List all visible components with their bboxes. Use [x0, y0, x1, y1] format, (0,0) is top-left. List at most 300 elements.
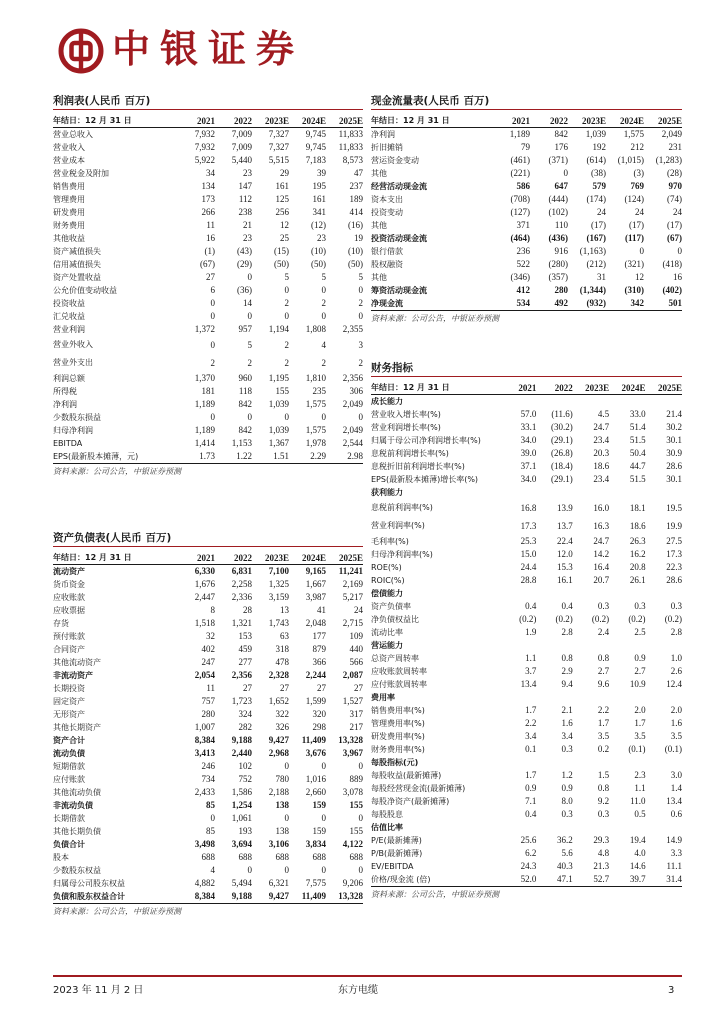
- row-value: 9,427: [268, 891, 289, 901]
- row-value: 13: [280, 605, 289, 615]
- row-value: 2,440: [231, 748, 252, 758]
- row-value: 0: [358, 412, 363, 422]
- row-value: 13,328: [338, 735, 363, 745]
- row-value: (0.2): [555, 614, 573, 624]
- row-value: 8: [210, 605, 215, 615]
- row-value: 1,599: [305, 696, 326, 706]
- row-value: 12: [635, 272, 644, 282]
- row-value: 28.6: [666, 461, 682, 471]
- table-row: [371, 873, 682, 886]
- row-value: 256: [275, 207, 289, 217]
- row-label: 无形资产: [53, 710, 85, 719]
- row-value: 2,049: [342, 399, 363, 409]
- row-value: (36): [237, 285, 252, 295]
- row-value: 1,367: [268, 438, 289, 448]
- row-value: 5,494: [231, 878, 252, 888]
- row-value: 20.7: [593, 575, 610, 585]
- row-value: (102): [548, 207, 568, 217]
- row-label: 净负债权益比: [371, 615, 419, 624]
- row-value: 12: [280, 220, 289, 230]
- row-value: 492: [554, 298, 568, 308]
- row-value: 0.4: [561, 601, 573, 611]
- table-row: [53, 799, 363, 812]
- row-value: 1,370: [194, 373, 215, 383]
- table-row: [53, 591, 363, 604]
- table-row: [53, 271, 363, 284]
- row-value: 1,743: [268, 618, 289, 628]
- row-label: 少数股东损益: [53, 413, 101, 422]
- row-value: 579: [592, 181, 606, 191]
- table-row: [53, 890, 363, 903]
- row-value: 0: [247, 272, 252, 282]
- row-label: 应收账款: [53, 593, 85, 602]
- row-value: 212: [630, 142, 644, 152]
- row-value: 102: [238, 761, 252, 771]
- table-row: [53, 747, 363, 760]
- row-value: [500, 587, 536, 600]
- row-value: (50): [311, 259, 326, 269]
- row-value: 27: [317, 683, 326, 693]
- row-value: 0.3: [597, 809, 610, 819]
- row-value: 11: [206, 683, 215, 693]
- row-value: 2: [284, 358, 289, 368]
- row-label: 投资变动: [371, 208, 403, 217]
- row-value: 879: [312, 644, 326, 654]
- row-value: 155: [349, 826, 363, 836]
- row-value: 2.2: [597, 705, 610, 715]
- table-row: [371, 847, 682, 860]
- row-value: [609, 639, 645, 652]
- header-year: 2024E: [301, 553, 326, 563]
- row-value: 1,194: [268, 324, 289, 334]
- row-label: 流动比率: [371, 628, 403, 637]
- row-value: 14.6: [629, 861, 646, 871]
- row-label: 营业成本: [53, 156, 85, 165]
- row-value: 246: [201, 761, 215, 771]
- table-row: [53, 232, 363, 245]
- row-value: 5: [321, 272, 326, 282]
- row-value: 1,652: [268, 696, 289, 706]
- row-label: 资本支出: [371, 195, 403, 204]
- row-value: 2,049: [661, 129, 682, 139]
- row-label: 短期借款: [53, 762, 85, 771]
- row-value: [500, 395, 536, 408]
- row-value: 27.5: [666, 536, 682, 546]
- row-value: 2: [321, 298, 326, 308]
- row-value: 2: [284, 298, 289, 308]
- table-row: [371, 613, 682, 626]
- row-label: 非流动资产: [53, 671, 93, 680]
- row-value: 4,882: [194, 878, 215, 888]
- row-value: 1.0: [670, 653, 682, 663]
- row-value: (280): [548, 259, 568, 269]
- row-value: 2,544: [342, 438, 363, 448]
- row-value: 326: [275, 722, 289, 732]
- row-value: [536, 691, 572, 704]
- row-value: (43): [237, 246, 252, 256]
- row-value: 147: [238, 181, 252, 191]
- row-value: [573, 395, 609, 408]
- row-value: 28.6: [666, 575, 682, 585]
- row-value: 153: [238, 631, 252, 641]
- row-value: 24: [354, 605, 363, 615]
- header-label: 年结日：12 月 31 日: [53, 116, 132, 125]
- row-value: [573, 821, 609, 834]
- row-label: 流动资产: [53, 567, 85, 576]
- row-value: (26.8): [551, 448, 573, 458]
- row-value: 341: [312, 207, 326, 217]
- row-value: 0: [358, 311, 363, 321]
- row-value: [500, 756, 536, 769]
- row-value: (18.4): [551, 461, 573, 471]
- header-year: 2025E: [657, 116, 682, 126]
- row-label: 利润总额: [53, 374, 85, 383]
- header-year: 2021: [197, 116, 215, 126]
- row-label: 归属母公司股东权益: [53, 879, 125, 888]
- row-value: 0: [358, 865, 363, 875]
- row-label: 应付账款周转率: [371, 680, 427, 689]
- row-value: 13,328: [338, 891, 363, 901]
- row-value: 236: [516, 246, 530, 256]
- row-value: (16): [348, 220, 363, 230]
- row-value: 15.0: [520, 549, 537, 559]
- row-value: 2.1: [561, 705, 573, 715]
- row-value: 320: [312, 709, 326, 719]
- row-value: (67): [667, 233, 682, 243]
- row-value: 2,660: [305, 787, 326, 797]
- row-label: 总资产周转率: [371, 654, 419, 663]
- table-row: [371, 408, 682, 421]
- income-statement: [53, 92, 363, 479]
- row-value: 2.2: [525, 718, 537, 728]
- row-value: (402): [662, 285, 682, 295]
- table-row: [371, 258, 682, 271]
- balance-table-header: [53, 551, 363, 565]
- table-row: [53, 773, 363, 786]
- row-value: 1,414: [194, 438, 215, 448]
- table-row: [53, 424, 363, 437]
- header-year: 2024E: [301, 116, 326, 126]
- row-value: 4.0: [634, 848, 646, 858]
- row-label: 每股经营现金流(最新摊薄): [371, 784, 466, 793]
- row-value: 26.3: [629, 536, 646, 546]
- row-value: (444): [548, 194, 568, 204]
- section-row: [371, 691, 682, 704]
- table-row: [371, 167, 682, 180]
- row-value: 10.9: [629, 679, 646, 689]
- row-label: 管理费用率(%): [371, 719, 425, 728]
- row-value: 0: [210, 340, 215, 350]
- row-value: 27: [206, 272, 215, 282]
- table-row: [371, 782, 682, 795]
- row-value: 31.4: [666, 874, 682, 884]
- row-value: 566: [349, 657, 363, 667]
- row-value: 8.0: [561, 796, 573, 806]
- row-value: 2,355: [342, 324, 363, 334]
- row-value: 29.3: [593, 835, 610, 845]
- row-value: 1,061: [231, 813, 252, 823]
- row-label: 营业收入: [53, 143, 85, 152]
- row-value: 23.4: [593, 435, 610, 445]
- row-value: 2: [321, 358, 326, 368]
- row-value: 0.1: [525, 744, 537, 754]
- row-value: 189: [349, 194, 363, 204]
- row-value: (17): [591, 220, 606, 230]
- row-label: 营业利润率(%): [371, 521, 425, 530]
- row-value: 2: [210, 358, 215, 368]
- row-value: 2,447: [194, 592, 215, 602]
- row-value: 769: [630, 181, 644, 191]
- row-value: 7,183: [305, 155, 326, 165]
- row-value: [646, 486, 682, 499]
- row-value: 29: [280, 168, 289, 178]
- row-value: 2.7: [634, 666, 646, 676]
- row-value: 2,048: [305, 618, 326, 628]
- row-label: 固定资产: [53, 697, 85, 706]
- row-value: 0: [284, 412, 289, 422]
- row-value: 1,667: [305, 579, 326, 589]
- row-value: 0.9: [525, 783, 537, 793]
- row-value: 20.3: [593, 448, 610, 458]
- row-value: 41: [317, 605, 326, 615]
- ratios-table-header: [371, 381, 682, 395]
- row-value: 0: [321, 813, 326, 823]
- row-label: 毛利率(%): [371, 537, 409, 546]
- row-value: 1.7: [525, 705, 537, 715]
- row-value: 7,009: [231, 129, 252, 139]
- table-row: [53, 167, 363, 180]
- table-row: [371, 271, 682, 284]
- row-label: 公允价值变动收益: [53, 286, 117, 295]
- row-value: (17): [629, 220, 644, 230]
- table-row: [371, 460, 682, 473]
- table-row: [371, 717, 682, 730]
- row-value: 1.1: [525, 653, 537, 663]
- row-value: (17): [667, 220, 682, 230]
- row-value: 1.2: [561, 770, 573, 780]
- row-value: 3.5: [670, 731, 682, 741]
- row-value: 757: [201, 696, 215, 706]
- row-value: 688: [238, 852, 252, 862]
- row-value: 1.7: [634, 718, 646, 728]
- row-value: [609, 395, 645, 408]
- table-row: [53, 864, 363, 877]
- row-value: 57.0: [520, 409, 537, 419]
- row-value: 3,078: [342, 787, 363, 797]
- income-source: 资料来源：公司公告，中银证券预测: [53, 463, 363, 479]
- row-value: 1,808: [305, 324, 326, 334]
- row-value: 0: [321, 761, 326, 771]
- table-row: [53, 812, 363, 825]
- row-value: 414: [349, 207, 363, 217]
- row-value: 9,745: [305, 129, 326, 139]
- row-value: 24: [673, 207, 682, 217]
- row-value: 22.4: [557, 536, 573, 546]
- table-row: [53, 193, 363, 206]
- row-value: 11.1: [666, 861, 682, 871]
- row-label: 营业外收入: [53, 340, 93, 349]
- row-value: 9,745: [305, 142, 326, 152]
- header-year: 2021: [518, 383, 537, 393]
- row-value: 235: [312, 386, 326, 396]
- row-value: 0.6: [670, 809, 682, 819]
- row-value: [646, 395, 682, 408]
- header-year: 2025E: [338, 116, 363, 126]
- table-row: [371, 297, 682, 310]
- row-value: 1,978: [305, 438, 326, 448]
- row-value: 27: [243, 683, 252, 693]
- row-value: 7,932: [194, 129, 215, 139]
- row-value: [500, 821, 536, 834]
- table-row: [371, 561, 682, 574]
- row-value: 322: [275, 709, 289, 719]
- income-rows: [53, 128, 363, 463]
- row-value: 18.1: [629, 503, 646, 513]
- row-value: 1,810: [305, 373, 326, 383]
- row-value: 138: [275, 826, 289, 836]
- row-label: 营业税金及附加: [53, 169, 109, 178]
- row-value: 842: [554, 129, 568, 139]
- row-value: 0.9: [561, 783, 573, 793]
- header-year: 2022: [550, 116, 568, 126]
- row-value: 23: [243, 168, 252, 178]
- row-value: (29.1): [551, 435, 573, 445]
- table-row: [53, 786, 363, 799]
- row-value: 237: [349, 181, 363, 191]
- row-value: [573, 587, 609, 600]
- row-value: 23: [243, 233, 252, 243]
- row-value: 1,153: [231, 438, 252, 448]
- row-value: (346): [510, 272, 530, 282]
- table-row: [371, 284, 682, 297]
- row-value: (0.1): [664, 744, 682, 754]
- row-value: 125: [275, 194, 289, 204]
- row-value: 3,159: [268, 592, 289, 602]
- row-value: [573, 756, 609, 769]
- row-value: 238: [238, 207, 252, 217]
- table-row: [53, 128, 363, 141]
- row-value: 2,433: [194, 787, 215, 797]
- header-year: 2024E: [621, 383, 646, 393]
- row-label: 其他收益: [53, 234, 85, 243]
- row-value: 647: [554, 181, 568, 191]
- row-value: 134: [201, 181, 215, 191]
- row-value: (464): [510, 233, 530, 243]
- ratios-rows: [371, 395, 682, 886]
- row-value: 30.1: [666, 435, 682, 445]
- row-value: 0: [677, 246, 682, 256]
- row-value: 2,336: [231, 592, 252, 602]
- income-title: 利润表(人民币 百万): [53, 92, 363, 110]
- table-row: [53, 141, 363, 154]
- row-value: 21: [243, 220, 252, 230]
- row-value: (221): [510, 168, 530, 178]
- row-value: (50): [348, 259, 363, 269]
- row-label: 流动负债: [53, 749, 85, 758]
- row-value: 23: [317, 233, 326, 243]
- table-row: [53, 630, 363, 643]
- row-value: 2,356: [342, 373, 363, 383]
- row-value: 688: [349, 852, 363, 862]
- balance-title: 资产负债表(人民币 百万): [53, 529, 363, 547]
- row-value: 16.0: [593, 503, 610, 513]
- row-value: 402: [201, 644, 215, 654]
- table-row: [53, 734, 363, 747]
- row-value: [536, 821, 572, 834]
- row-value: 1.73: [199, 451, 215, 461]
- table-row: [53, 643, 363, 656]
- row-value: 2.6: [670, 666, 682, 676]
- row-label: 归属于母公司净利润增长率(%): [371, 436, 481, 445]
- row-value: 1.9: [525, 627, 537, 637]
- cashflow-title: 现金流量表(人民币 百万): [371, 92, 682, 110]
- row-value: 501: [668, 298, 682, 308]
- row-label: 归母净利润率(%): [371, 550, 433, 559]
- row-value: 280: [201, 709, 215, 719]
- row-value: 0: [321, 865, 326, 875]
- row-label: 其他: [371, 273, 387, 282]
- row-value: 2,049: [342, 425, 363, 435]
- table-row: [53, 372, 363, 385]
- row-value: 6,831: [231, 566, 252, 576]
- table-row: [53, 354, 363, 372]
- row-value: 0: [284, 285, 289, 295]
- row-value: 0: [247, 412, 252, 422]
- row-value: 2.3: [634, 770, 646, 780]
- row-value: 3.5: [597, 731, 610, 741]
- row-value: 25.6: [520, 835, 537, 845]
- row-label: 资产合计: [53, 736, 85, 745]
- row-label: 销售费用率(%): [371, 706, 425, 715]
- row-value: 1,189: [509, 129, 530, 139]
- row-value: 24.7: [593, 422, 610, 432]
- row-value: 7,100: [268, 566, 289, 576]
- row-value: 0: [358, 813, 363, 823]
- row-value: 31: [597, 272, 606, 282]
- row-label: 资产减值损失: [53, 247, 101, 256]
- row-value: 51.5: [629, 474, 646, 484]
- cashflow-rows: [371, 128, 682, 310]
- row-value: 7,327: [268, 142, 289, 152]
- footer-page-number: 3: [668, 985, 675, 996]
- row-label: 获利能力: [371, 488, 403, 497]
- row-value: 2.8: [670, 627, 682, 637]
- header-year: 2022: [554, 383, 573, 393]
- row-value: 0: [284, 813, 289, 823]
- row-value: 318: [275, 644, 289, 654]
- row-value: 19.9: [666, 521, 682, 531]
- row-value: 3.4: [561, 731, 573, 741]
- row-value: 9,206: [342, 878, 363, 888]
- row-label: 长期借款: [53, 814, 85, 823]
- row-value: 2.8: [561, 627, 573, 637]
- row-value: 0.3: [561, 744, 573, 754]
- header-year: 2021: [512, 116, 530, 126]
- row-value: 8,573: [342, 155, 363, 165]
- footer-divider: [53, 975, 682, 977]
- row-value: 17.3: [520, 521, 537, 531]
- row-value: 24.4: [520, 562, 537, 572]
- row-value: 2.7: [597, 666, 610, 676]
- row-value: [573, 639, 609, 652]
- row-value: 11,833: [338, 142, 363, 152]
- row-value: 1,007: [194, 722, 215, 732]
- row-label: 预付账款: [53, 632, 85, 641]
- row-label: 每股股息: [371, 810, 403, 819]
- row-label: 净利润: [371, 130, 395, 139]
- row-value: 155: [349, 800, 363, 810]
- row-label: 财务费用: [53, 221, 85, 230]
